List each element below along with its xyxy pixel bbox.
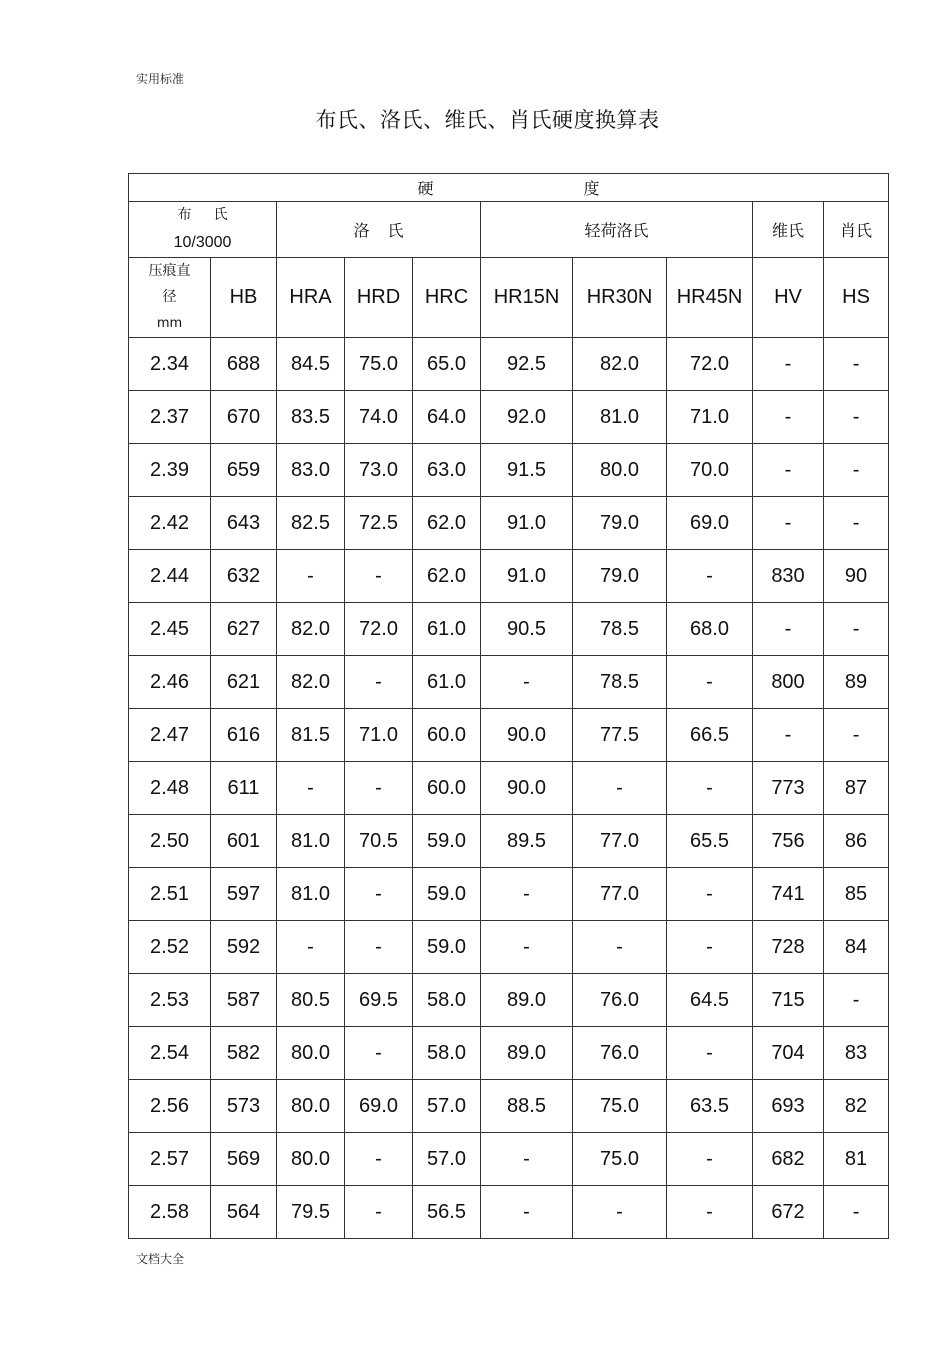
table-row: [129, 550, 889, 603]
hb-cell: 597: [211, 868, 277, 921]
table-row: [129, 762, 889, 815]
hardness-group-header: [129, 174, 889, 202]
indent-diameter-line1: 压痕直: [148, 263, 191, 279]
hs-cell: 82: [824, 1080, 889, 1133]
hr30n-cell: 78.5: [573, 603, 667, 656]
indent-diameter-cell: 2.58: [129, 1186, 211, 1239]
table-row: [129, 709, 889, 762]
rockwell-label-a: 洛: [353, 221, 370, 240]
hr15n-cell: 90.0: [481, 762, 573, 815]
hrc-cell: 64.0: [413, 391, 481, 444]
hr45n-cell: 63.5: [667, 1080, 753, 1133]
table-row: [129, 1080, 889, 1133]
hs-cell: -: [824, 497, 889, 550]
table-row: [129, 1027, 889, 1080]
hr45n-cell: -: [667, 1186, 753, 1239]
hs-cell: 86: [824, 815, 889, 868]
indent-diameter-cell: 2.34: [129, 338, 211, 391]
indent-diameter-cell: 2.56: [129, 1080, 211, 1133]
hrd-cell: -: [345, 921, 413, 974]
hr15n-cell: 91.0: [481, 550, 573, 603]
hr15n-cell: -: [481, 656, 573, 709]
hv-cell: 704: [753, 1027, 824, 1080]
column-header-hb: HB: [211, 258, 277, 338]
hb-cell: 601: [211, 815, 277, 868]
hr15n-cell: 91.5: [481, 444, 573, 497]
brinell-label-a: 布: [177, 207, 192, 223]
rockwell-label-b: 氏: [387, 221, 404, 240]
indent-diameter-cell: 2.48: [129, 762, 211, 815]
hv-cell: 728: [753, 921, 824, 974]
hb-cell: 670: [211, 391, 277, 444]
column-header-hra: HRA: [277, 258, 345, 338]
hardness-conversion-table: [128, 173, 889, 1239]
hs-cell: 89: [824, 656, 889, 709]
indent-diameter-cell: 2.39: [129, 444, 211, 497]
hrc-cell: 57.0: [413, 1080, 481, 1133]
hr15n-cell: 89.0: [481, 1027, 573, 1080]
column-header-hs: HS: [824, 258, 889, 338]
hs-cell: -: [824, 974, 889, 1027]
header-row-groups: [129, 202, 889, 258]
hr15n-cell: 89.5: [481, 815, 573, 868]
hr30n-cell: 76.0: [573, 1027, 667, 1080]
hrd-cell: -: [345, 656, 413, 709]
hv-cell: -: [753, 603, 824, 656]
hr15n-cell: -: [481, 868, 573, 921]
column-header-hr45n: HR45N: [667, 258, 753, 338]
hr30n-cell: 82.0: [573, 338, 667, 391]
hr30n-cell: -: [573, 1186, 667, 1239]
table-data-body: [129, 338, 889, 1239]
hra-cell: -: [277, 550, 345, 603]
hrd-cell: -: [345, 1186, 413, 1239]
hv-cell: 741: [753, 868, 824, 921]
hr30n-cell: 81.0: [573, 391, 667, 444]
hr45n-cell: 69.0: [667, 497, 753, 550]
brinell-load: 10/3000: [173, 234, 232, 251]
hr30n-cell: 79.0: [573, 550, 667, 603]
hrd-cell: 71.0: [345, 709, 413, 762]
hb-cell: 621: [211, 656, 277, 709]
indent-diameter-cell: 2.46: [129, 656, 211, 709]
hr45n-cell: -: [667, 762, 753, 815]
table-row: [129, 1133, 889, 1186]
hs-cell: 90: [824, 550, 889, 603]
hb-cell: 592: [211, 921, 277, 974]
hrc-cell: 56.5: [413, 1186, 481, 1239]
vickers-group-header: 维氏: [753, 202, 824, 258]
hb-cell: 611: [211, 762, 277, 815]
hb-cell: 587: [211, 974, 277, 1027]
hr45n-cell: 66.5: [667, 709, 753, 762]
hrd-cell: -: [345, 868, 413, 921]
hr15n-cell: 92.0: [481, 391, 573, 444]
hr45n-cell: -: [667, 1133, 753, 1186]
column-header-hrc: HRC: [413, 258, 481, 338]
hra-cell: 79.5: [277, 1186, 345, 1239]
hb-cell: 688: [211, 338, 277, 391]
hs-cell: -: [824, 338, 889, 391]
hs-cell: -: [824, 603, 889, 656]
hr45n-cell: -: [667, 656, 753, 709]
table-row: [129, 656, 889, 709]
hs-cell: 81: [824, 1133, 889, 1186]
table-row: [129, 603, 889, 656]
hr45n-cell: -: [667, 550, 753, 603]
hv-cell: 830: [753, 550, 824, 603]
indent-diameter-cell: 2.53: [129, 974, 211, 1027]
hr15n-cell: -: [481, 921, 573, 974]
hra-cell: 80.0: [277, 1027, 345, 1080]
table-row: [129, 921, 889, 974]
hr45n-cell: 71.0: [667, 391, 753, 444]
hr30n-cell: 76.0: [573, 974, 667, 1027]
hv-cell: 800: [753, 656, 824, 709]
hr15n-cell: 88.5: [481, 1080, 573, 1133]
table-row: [129, 338, 889, 391]
hrd-cell: 69.5: [345, 974, 413, 1027]
hrc-cell: 57.0: [413, 1133, 481, 1186]
indent-diameter-cell: 2.44: [129, 550, 211, 603]
indent-diameter-line2: 径: [162, 289, 177, 305]
hrd-cell: -: [345, 550, 413, 603]
table-row: [129, 868, 889, 921]
hra-cell: -: [277, 762, 345, 815]
indent-diameter-cell: 2.50: [129, 815, 211, 868]
shore-group-header: 肖氏: [824, 202, 889, 258]
hv-cell: 773: [753, 762, 824, 815]
hr30n-cell: -: [573, 921, 667, 974]
hb-cell: 616: [211, 709, 277, 762]
hb-cell: 659: [211, 444, 277, 497]
indent-diameter-cell: 2.51: [129, 868, 211, 921]
rockwell-group-header: [277, 202, 481, 258]
hr30n-cell: -: [573, 762, 667, 815]
hrd-cell: 74.0: [345, 391, 413, 444]
hr15n-cell: 90.5: [481, 603, 573, 656]
page-footer-note: 文档大全: [136, 1252, 185, 1266]
hrc-cell: 60.0: [413, 762, 481, 815]
hrd-cell: 70.5: [345, 815, 413, 868]
hv-cell: 672: [753, 1186, 824, 1239]
hr15n-cell: 91.0: [481, 497, 573, 550]
hb-cell: 632: [211, 550, 277, 603]
hr45n-cell: 64.5: [667, 974, 753, 1027]
hrd-cell: 72.5: [345, 497, 413, 550]
hv-cell: -: [753, 709, 824, 762]
table-row: [129, 444, 889, 497]
hr30n-cell: 77.5: [573, 709, 667, 762]
hr45n-cell: -: [667, 1027, 753, 1080]
table-row: [129, 815, 889, 868]
hra-cell: 81.0: [277, 868, 345, 921]
hra-cell: 82.0: [277, 603, 345, 656]
indent-diameter-cell: 2.54: [129, 1027, 211, 1080]
brinell-label-b: 氏: [213, 207, 228, 223]
table-row: [129, 1186, 889, 1239]
hb-cell: 627: [211, 603, 277, 656]
hardness-label-a: 硬: [417, 179, 434, 198]
hv-cell: -: [753, 391, 824, 444]
hb-cell: 569: [211, 1133, 277, 1186]
hr30n-cell: 78.5: [573, 656, 667, 709]
hra-cell: 82.5: [277, 497, 345, 550]
hr30n-cell: 77.0: [573, 815, 667, 868]
hb-cell: 573: [211, 1080, 277, 1133]
hra-cell: 80.0: [277, 1133, 345, 1186]
hr45n-cell: -: [667, 868, 753, 921]
hr15n-cell: 92.5: [481, 338, 573, 391]
hr30n-cell: 80.0: [573, 444, 667, 497]
hra-cell: 83.0: [277, 444, 345, 497]
hs-cell: -: [824, 391, 889, 444]
column-header-hr15n: HR15N: [481, 258, 573, 338]
hrc-cell: 61.0: [413, 603, 481, 656]
hrd-cell: 72.0: [345, 603, 413, 656]
superficial-rockwell-group-header: 轻荷洛氏: [481, 202, 753, 258]
indent-diameter-cell: 2.42: [129, 497, 211, 550]
page-title: 布氏、洛氏、维氏、肖氏硬度换算表: [315, 108, 660, 132]
hrd-cell: -: [345, 1133, 413, 1186]
page-header-note: 实用标准: [136, 72, 185, 86]
hb-cell: 564: [211, 1186, 277, 1239]
hrd-cell: -: [345, 762, 413, 815]
indent-diameter-header: [129, 258, 211, 338]
header-row-columns: [129, 258, 889, 338]
table-row: [129, 391, 889, 444]
indent-diameter-cell: 2.47: [129, 709, 211, 762]
hs-cell: -: [824, 1186, 889, 1239]
indent-diameter-cell: 2.52: [129, 921, 211, 974]
column-header-hr30n: HR30N: [573, 258, 667, 338]
hr15n-cell: 90.0: [481, 709, 573, 762]
hs-cell: 85: [824, 868, 889, 921]
hra-cell: 83.5: [277, 391, 345, 444]
hrc-cell: 62.0: [413, 550, 481, 603]
hr30n-cell: 79.0: [573, 497, 667, 550]
hr45n-cell: 65.5: [667, 815, 753, 868]
hrc-cell: 61.0: [413, 656, 481, 709]
hra-cell: 84.5: [277, 338, 345, 391]
hs-cell: 84: [824, 921, 889, 974]
hb-cell: 643: [211, 497, 277, 550]
hra-cell: 80.0: [277, 1080, 345, 1133]
hrd-cell: -: [345, 1027, 413, 1080]
hrc-cell: 59.0: [413, 921, 481, 974]
indent-diameter-cell: 2.57: [129, 1133, 211, 1186]
hv-cell: -: [753, 338, 824, 391]
hr15n-cell: -: [481, 1133, 573, 1186]
hs-cell: 83: [824, 1027, 889, 1080]
table-row: [129, 497, 889, 550]
column-header-hrd: HRD: [345, 258, 413, 338]
hr45n-cell: 68.0: [667, 603, 753, 656]
brinell-group-header: [129, 202, 277, 258]
hb-cell: 582: [211, 1027, 277, 1080]
hra-cell: 80.5: [277, 974, 345, 1027]
hrc-cell: 65.0: [413, 338, 481, 391]
hardness-label-b: 度: [583, 179, 600, 198]
hv-cell: -: [753, 444, 824, 497]
column-header-hv: HV: [753, 258, 824, 338]
hrc-cell: 58.0: [413, 974, 481, 1027]
hrc-cell: 60.0: [413, 709, 481, 762]
hs-cell: -: [824, 444, 889, 497]
hv-cell: -: [753, 497, 824, 550]
hr45n-cell: 72.0: [667, 338, 753, 391]
hr15n-cell: -: [481, 1186, 573, 1239]
indent-diameter-cell: 2.37: [129, 391, 211, 444]
hra-cell: 82.0: [277, 656, 345, 709]
hv-cell: 693: [753, 1080, 824, 1133]
hs-cell: 87: [824, 762, 889, 815]
hrc-cell: 63.0: [413, 444, 481, 497]
hr30n-cell: 77.0: [573, 868, 667, 921]
hs-cell: -: [824, 709, 889, 762]
hr30n-cell: 75.0: [573, 1080, 667, 1133]
hr15n-cell: 89.0: [481, 974, 573, 1027]
hrc-cell: 62.0: [413, 497, 481, 550]
hr45n-cell: 70.0: [667, 444, 753, 497]
hv-cell: 756: [753, 815, 824, 868]
indent-diameter-unit: mm: [156, 316, 183, 331]
hrc-cell: 59.0: [413, 868, 481, 921]
table-row: [129, 974, 889, 1027]
hrc-cell: 58.0: [413, 1027, 481, 1080]
header-row-hardness: [129, 174, 889, 202]
hrc-cell: 59.0: [413, 815, 481, 868]
hr45n-cell: -: [667, 921, 753, 974]
hv-cell: 682: [753, 1133, 824, 1186]
hr30n-cell: 75.0: [573, 1133, 667, 1186]
hrd-cell: 73.0: [345, 444, 413, 497]
hra-cell: 81.5: [277, 709, 345, 762]
hra-cell: 81.0: [277, 815, 345, 868]
indent-diameter-cell: 2.45: [129, 603, 211, 656]
hrd-cell: 69.0: [345, 1080, 413, 1133]
hra-cell: -: [277, 921, 345, 974]
hv-cell: 715: [753, 974, 824, 1027]
hrd-cell: 75.0: [345, 338, 413, 391]
